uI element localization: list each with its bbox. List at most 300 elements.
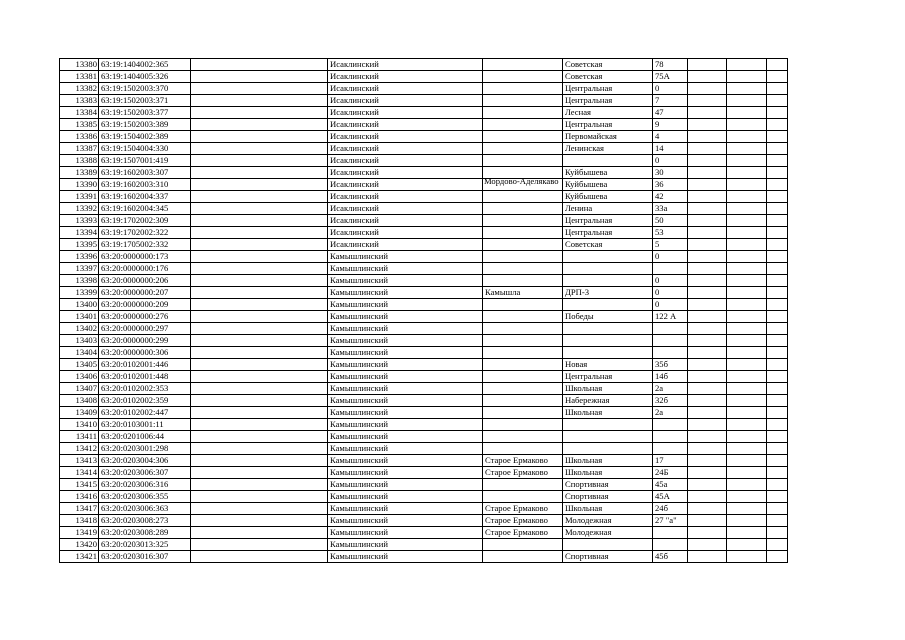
table-row	[60, 467, 788, 479]
row-number-cell: 13412	[60, 443, 99, 455]
table-row	[60, 131, 788, 143]
district-cell: Камышлинский	[328, 407, 483, 419]
column-i-cell	[727, 479, 767, 491]
empty-column-cell	[191, 491, 328, 503]
cadastral-number-cell: 63:20:0000000:173	[99, 251, 191, 263]
district-cell: Камышлинский	[328, 335, 483, 347]
settlement-cell	[483, 227, 563, 239]
cadastral-number-cell: 63:20:0000000:276	[99, 311, 191, 323]
table-row	[60, 431, 788, 443]
table-row	[60, 527, 788, 539]
column-j-cell	[767, 275, 788, 287]
street-cell	[563, 443, 653, 455]
table-row	[60, 59, 788, 71]
row-number-cell: 13381	[60, 71, 99, 83]
table-row	[60, 227, 788, 239]
empty-column-cell	[191, 515, 328, 527]
house-number-cell: 45а	[653, 479, 688, 491]
house-number-cell: 35б	[653, 359, 688, 371]
district-cell: Камышлинский	[328, 479, 483, 491]
table-row	[60, 95, 788, 107]
house-number-cell	[653, 539, 688, 551]
house-number-cell	[653, 443, 688, 455]
row-number-cell: 13398	[60, 275, 99, 287]
empty-column-cell	[191, 215, 328, 227]
cadastral-number-cell: 63:20:0000000:299	[99, 335, 191, 347]
house-number-cell: 27 "а"	[653, 515, 688, 527]
column-h-cell	[688, 371, 727, 383]
empty-column-cell	[191, 503, 328, 515]
empty-column-cell	[191, 479, 328, 491]
street-cell	[563, 335, 653, 347]
district-cell: Камышлинский	[328, 311, 483, 323]
column-h-cell	[688, 503, 727, 515]
table-row	[60, 419, 788, 431]
column-i-cell	[727, 239, 767, 251]
cadastral-number-cell: 63:19:1702002:309	[99, 215, 191, 227]
table-row	[60, 107, 788, 119]
district-cell: Камышлинский	[328, 431, 483, 443]
column-h-cell	[688, 203, 727, 215]
column-j-cell	[767, 155, 788, 167]
district-cell: Исаклинский	[328, 71, 483, 83]
street-cell: Ленинская	[563, 143, 653, 155]
settlement-cell	[483, 551, 563, 563]
empty-column-cell	[191, 83, 328, 95]
row-number-cell: 13409	[60, 407, 99, 419]
table-row	[60, 263, 788, 275]
column-h-cell	[688, 419, 727, 431]
settlement-cell	[483, 251, 563, 263]
empty-column-cell	[191, 203, 328, 215]
settlement-cell	[483, 431, 563, 443]
empty-column-cell	[191, 191, 328, 203]
settlement-cell	[483, 203, 563, 215]
column-i-cell	[727, 107, 767, 119]
settlement-cell: Старое Ермаково	[483, 467, 563, 479]
district-cell: Камышлинский	[328, 359, 483, 371]
empty-column-cell	[191, 323, 328, 335]
cadastral-number-cell: 63:20:0203008:289	[99, 527, 191, 539]
column-j-cell	[767, 203, 788, 215]
column-h-cell	[688, 383, 727, 395]
table-row	[60, 71, 788, 83]
district-cell: Исаклинский	[328, 59, 483, 71]
district-cell: Камышлинский	[328, 371, 483, 383]
house-number-cell	[653, 323, 688, 335]
column-h-cell	[688, 275, 727, 287]
cadastral-number-cell: 63:19:1502003:377	[99, 107, 191, 119]
column-i-cell	[727, 143, 767, 155]
column-j-cell	[767, 143, 788, 155]
column-i-cell	[727, 299, 767, 311]
settlement-cell	[483, 371, 563, 383]
column-i-cell	[727, 335, 767, 347]
row-number-cell: 13384	[60, 107, 99, 119]
column-h-cell	[688, 527, 727, 539]
settlement-cell	[483, 323, 563, 335]
cadastral-number-cell: 63:19:1504004:330	[99, 143, 191, 155]
settlement-cell	[483, 119, 563, 131]
empty-column-cell	[191, 395, 328, 407]
district-cell: Камышлинский	[328, 287, 483, 299]
house-number-cell: 14	[653, 143, 688, 155]
column-h-cell	[688, 239, 727, 251]
row-number-cell: 13416	[60, 491, 99, 503]
column-i-cell	[727, 491, 767, 503]
cadastral-number-cell: 63:20:0203006:316	[99, 479, 191, 491]
settlement-cell	[483, 359, 563, 371]
cadastral-number-cell: 63:20:0203004:306	[99, 455, 191, 467]
cadastral-number-cell: 63:19:1602003:307	[99, 167, 191, 179]
cadastral-number-cell: 63:20:0203006:307	[99, 467, 191, 479]
house-number-cell: 0	[653, 83, 688, 95]
table-row	[60, 179, 788, 191]
street-cell: Центральная	[563, 227, 653, 239]
column-i-cell	[727, 95, 767, 107]
column-i-cell	[727, 167, 767, 179]
cadastral-number-cell: 63:20:0203001:298	[99, 443, 191, 455]
column-h-cell	[688, 71, 727, 83]
district-cell: Камышлинский	[328, 515, 483, 527]
cadastral-number-cell: 63:20:0000000:306	[99, 347, 191, 359]
column-j-cell	[767, 527, 788, 539]
district-cell: Камышлинский	[328, 443, 483, 455]
row-number-cell: 13389	[60, 167, 99, 179]
column-j-cell	[767, 287, 788, 299]
cadastral-number-cell: 63:20:0000000:209	[99, 299, 191, 311]
house-number-cell: 4	[653, 131, 688, 143]
settlement-cell	[483, 71, 563, 83]
empty-column-cell	[191, 287, 328, 299]
column-j-cell	[767, 179, 788, 191]
row-number-cell: 13414	[60, 467, 99, 479]
row-number-cell: 13406	[60, 371, 99, 383]
cadastral-number-cell: 63:20:0102001:446	[99, 359, 191, 371]
row-number-cell: 13388	[60, 155, 99, 167]
street-cell	[563, 431, 653, 443]
empty-column-cell	[191, 275, 328, 287]
row-number-cell: 13397	[60, 263, 99, 275]
settlement-cell	[483, 491, 563, 503]
row-number-cell: 13391	[60, 191, 99, 203]
cadastral-number-cell: 63:19:1602004:337	[99, 191, 191, 203]
row-number-cell: 13382	[60, 83, 99, 95]
settlement-cell	[483, 131, 563, 143]
table-row	[60, 155, 788, 167]
row-number-cell: 13395	[60, 239, 99, 251]
column-j-cell	[767, 83, 788, 95]
column-i-cell	[727, 323, 767, 335]
settlement-cell	[483, 275, 563, 287]
street-cell: ДРП-3	[563, 287, 653, 299]
column-i-cell	[727, 251, 767, 263]
street-cell: Молодежная	[563, 515, 653, 527]
row-number-cell: 13387	[60, 143, 99, 155]
table-row	[60, 515, 788, 527]
house-number-cell: 47	[653, 107, 688, 119]
house-number-cell: 17	[653, 455, 688, 467]
empty-column-cell	[191, 299, 328, 311]
column-j-cell	[767, 107, 788, 119]
house-number-cell	[653, 527, 688, 539]
cadastral-number-cell: 63:20:0000000:207	[99, 287, 191, 299]
house-number-cell: 122 А	[653, 311, 688, 323]
column-i-cell	[727, 503, 767, 515]
column-i-cell	[727, 155, 767, 167]
table-row	[60, 371, 788, 383]
house-number-cell: 0	[653, 287, 688, 299]
empty-column-cell	[191, 359, 328, 371]
settlement-cell	[483, 479, 563, 491]
street-cell: Центральная	[563, 215, 653, 227]
street-cell: Новая	[563, 359, 653, 371]
district-cell: Камышлинский	[328, 503, 483, 515]
cadastral-number-cell: 63:19:1502003:389	[99, 119, 191, 131]
house-number-cell: 7	[653, 95, 688, 107]
empty-column-cell	[191, 539, 328, 551]
settlement-cell	[483, 443, 563, 455]
row-number-cell: 13404	[60, 347, 99, 359]
street-cell: Центральная	[563, 371, 653, 383]
column-i-cell	[727, 311, 767, 323]
column-i-cell	[727, 203, 767, 215]
row-number-cell: 13418	[60, 515, 99, 527]
empty-column-cell	[191, 551, 328, 563]
district-cell: Исаклинский	[328, 143, 483, 155]
house-number-cell: 30	[653, 167, 688, 179]
column-h-cell	[688, 395, 727, 407]
settlement-cell	[483, 107, 563, 119]
column-i-cell	[727, 275, 767, 287]
table-row	[60, 239, 788, 251]
column-j-cell	[767, 59, 788, 71]
district-cell: Камышлинский	[328, 419, 483, 431]
house-number-cell: 0	[653, 275, 688, 287]
street-cell	[563, 323, 653, 335]
column-h-cell	[688, 131, 727, 143]
column-j-cell	[767, 131, 788, 143]
settlement-cell	[483, 299, 563, 311]
row-number-cell: 13396	[60, 251, 99, 263]
column-j-cell	[767, 407, 788, 419]
street-cell: Школьная	[563, 467, 653, 479]
column-i-cell	[727, 431, 767, 443]
column-j-cell	[767, 299, 788, 311]
column-i-cell	[727, 407, 767, 419]
column-h-cell	[688, 179, 727, 191]
street-cell: Школьная	[563, 455, 653, 467]
house-number-cell: 50	[653, 215, 688, 227]
column-i-cell	[727, 395, 767, 407]
cadastral-number-cell: 63:19:1705002:332	[99, 239, 191, 251]
street-cell: Набережная	[563, 395, 653, 407]
settlement-cell: Старое Ермаково	[483, 515, 563, 527]
row-number-cell: 13419	[60, 527, 99, 539]
empty-column-cell	[191, 179, 328, 191]
settlement-cell	[483, 383, 563, 395]
column-h-cell	[688, 119, 727, 131]
column-i-cell	[727, 551, 767, 563]
cadastral-number-cell: 63:20:0102002:359	[99, 395, 191, 407]
house-number-cell: 5	[653, 239, 688, 251]
row-number-cell: 13417	[60, 503, 99, 515]
street-cell	[563, 263, 653, 275]
empty-column-cell	[191, 131, 328, 143]
row-number-cell: 13394	[60, 227, 99, 239]
column-i-cell	[727, 383, 767, 395]
column-h-cell	[688, 167, 727, 179]
column-j-cell	[767, 479, 788, 491]
district-cell: Камышлинский	[328, 275, 483, 287]
cadastral-number-cell: 63:20:0102002:447	[99, 407, 191, 419]
cadastral-number-cell: 63:19:1507001:419	[99, 155, 191, 167]
street-cell: Школьная	[563, 407, 653, 419]
column-j-cell	[767, 215, 788, 227]
table-row	[60, 119, 788, 131]
column-j-cell	[767, 383, 788, 395]
district-cell: Камышлинский	[328, 467, 483, 479]
table-row	[60, 251, 788, 263]
district-cell: Исаклинский	[328, 191, 483, 203]
row-number-cell: 13408	[60, 395, 99, 407]
empty-column-cell	[191, 371, 328, 383]
house-number-cell: 0	[653, 299, 688, 311]
empty-column-cell	[191, 467, 328, 479]
settlement-cell	[483, 59, 563, 71]
house-number-cell: 0	[653, 251, 688, 263]
house-number-cell	[653, 347, 688, 359]
column-h-cell	[688, 107, 727, 119]
settlement-cell	[483, 155, 563, 167]
district-cell: Камышлинский	[328, 299, 483, 311]
settlement-cell	[483, 419, 563, 431]
street-cell	[563, 299, 653, 311]
table-row	[60, 395, 788, 407]
cadastral-number-cell: 63:20:0203016:307	[99, 551, 191, 563]
settlement-cell	[483, 95, 563, 107]
column-i-cell	[727, 527, 767, 539]
empty-column-cell	[191, 155, 328, 167]
row-number-cell: 13383	[60, 95, 99, 107]
empty-column-cell	[191, 263, 328, 275]
street-cell: Победы	[563, 311, 653, 323]
district-cell: Исаклинский	[328, 83, 483, 95]
settlement-cell	[483, 215, 563, 227]
row-number-cell: 13393	[60, 215, 99, 227]
table-row	[60, 143, 788, 155]
empty-column-cell	[191, 527, 328, 539]
column-i-cell	[727, 455, 767, 467]
street-cell	[563, 347, 653, 359]
cadastral-number-cell: 63:19:1602004:345	[99, 203, 191, 215]
house-number-cell: 36	[653, 179, 688, 191]
column-h-cell	[688, 143, 727, 155]
row-number-cell: 13410	[60, 419, 99, 431]
district-cell: Исаклинский	[328, 239, 483, 251]
district-cell: Камышлинский	[328, 263, 483, 275]
row-number-cell: 13385	[60, 119, 99, 131]
house-number-cell: 78	[653, 59, 688, 71]
column-j-cell	[767, 239, 788, 251]
street-cell: Первомайская	[563, 131, 653, 143]
cadastral-number-cell: 63:20:0102001:448	[99, 371, 191, 383]
column-j-cell	[767, 443, 788, 455]
cadastral-number-cell: 63:19:1602003:310	[99, 179, 191, 191]
district-cell: Исаклинский	[328, 203, 483, 215]
column-h-cell	[688, 263, 727, 275]
house-number-cell: 45А	[653, 491, 688, 503]
table-row	[60, 203, 788, 215]
settlement-cell	[483, 347, 563, 359]
table-row	[60, 407, 788, 419]
house-number-cell: 53	[653, 227, 688, 239]
street-cell: Центральная	[563, 83, 653, 95]
street-cell: Спортивная	[563, 479, 653, 491]
settlement-cell: Камышла	[483, 287, 563, 299]
cadastral-number-cell: 63:20:0000000:176	[99, 263, 191, 275]
table-row	[60, 479, 788, 491]
district-cell: Исаклинский	[328, 95, 483, 107]
district-cell: Исаклинский	[328, 179, 483, 191]
column-j-cell	[767, 227, 788, 239]
cadastral-number-cell: 63:20:0102002:353	[99, 383, 191, 395]
table-row	[60, 275, 788, 287]
empty-column-cell	[191, 167, 328, 179]
district-cell: Исаклинский	[328, 215, 483, 227]
row-number-cell: 13413	[60, 455, 99, 467]
settlement-cell	[483, 263, 563, 275]
column-j-cell	[767, 191, 788, 203]
settlement-cell	[483, 143, 563, 155]
column-i-cell	[727, 419, 767, 431]
column-i-cell	[727, 263, 767, 275]
table-row	[60, 347, 788, 359]
column-h-cell	[688, 323, 727, 335]
settlement-cell	[483, 83, 563, 95]
empty-column-cell	[191, 443, 328, 455]
street-cell: Советская	[563, 71, 653, 83]
empty-column-cell	[191, 407, 328, 419]
street-cell: Центральная	[563, 95, 653, 107]
column-j-cell	[767, 431, 788, 443]
table-body	[60, 59, 788, 563]
empty-column-cell	[191, 59, 328, 71]
column-i-cell	[727, 539, 767, 551]
column-h-cell	[688, 191, 727, 203]
column-h-cell	[688, 455, 727, 467]
settlement-cell: Старое Ермаково	[483, 503, 563, 515]
overflowing-cell-text: Мордово-Аделякаво	[484, 177, 559, 186]
house-number-cell: 14б	[653, 371, 688, 383]
street-cell	[563, 275, 653, 287]
table-row	[60, 335, 788, 347]
row-number-cell: 13400	[60, 299, 99, 311]
district-cell: Камышлинский	[328, 323, 483, 335]
house-number-cell: 75А	[653, 71, 688, 83]
column-j-cell	[767, 119, 788, 131]
empty-column-cell	[191, 95, 328, 107]
cadastral-number-cell: 63:19:1404002:365	[99, 59, 191, 71]
table-row	[60, 503, 788, 515]
empty-column-cell	[191, 419, 328, 431]
house-number-cell: 24Б	[653, 467, 688, 479]
row-number-cell: 13402	[60, 323, 99, 335]
table-row	[60, 383, 788, 395]
table-row	[60, 191, 788, 203]
column-i-cell	[727, 71, 767, 83]
settlement-cell	[483, 311, 563, 323]
